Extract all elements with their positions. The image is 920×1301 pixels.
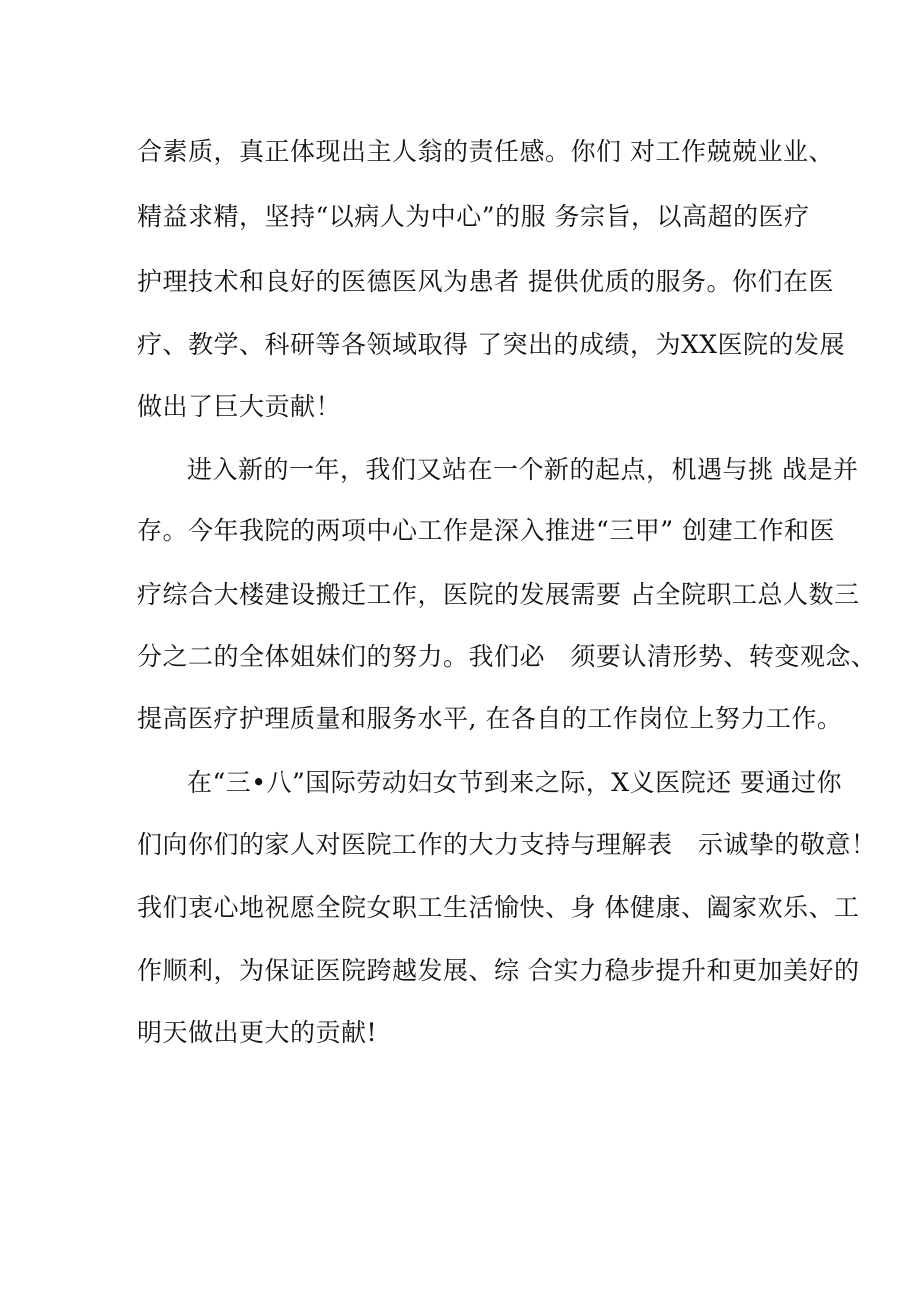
text-line: 进入新的一年，我们又站在一个新的起点，机遇与挑 战是并 [187,455,859,484]
text-line: 合素质，真正体现出主人翁的责任感。你们 对工作兢兢业业、 [137,137,834,166]
text-line: 精益求精，坚持“以病人为中心”的服 务宗旨，以高超的医疗 [137,202,810,231]
text-line: 存。今年我院的两项中心工作是深入推进“三甲” 创建工作和医 [137,516,836,545]
text-line: 们向你们的家人对医院工作的大力支持与理解表 示诚挚的敬意！ [137,830,877,859]
text-line: 分之二的全体姐妹们的努力。我们必 须要认清形势、转变观念、 [137,642,877,671]
text-line: 护理技术和良好的医德医风为患者 提供优质的服务。你们在医 [137,267,834,296]
text-line: 提高医疗护理质量和服务水平, 在各自的工作岗位上努力工作。 [137,704,843,733]
text-line: 疗、教学、科研等各领域取得 了突出的成绩，为XX医院的发展 [137,330,846,359]
text-line: 作顺利，为保证医院跨越发展、综 合实力稳步提升和更加美好的 [137,956,860,985]
text-line: 明天做出更大的贡献! [137,1018,378,1047]
text-line: 我们衷心地祝愿全院女职工生活愉快、身 体健康、阖家欢乐、工 [137,893,860,922]
text-line: 做出了巨大贡献！ [137,392,342,421]
text-line: 疗综合大楼建设搬迁工作，医院的发展需要 占全院职工总人数三 [137,580,860,609]
text-line: 在“三•八”国际劳动妇女节到来之际，X义医院还 要通过你 [187,768,843,797]
